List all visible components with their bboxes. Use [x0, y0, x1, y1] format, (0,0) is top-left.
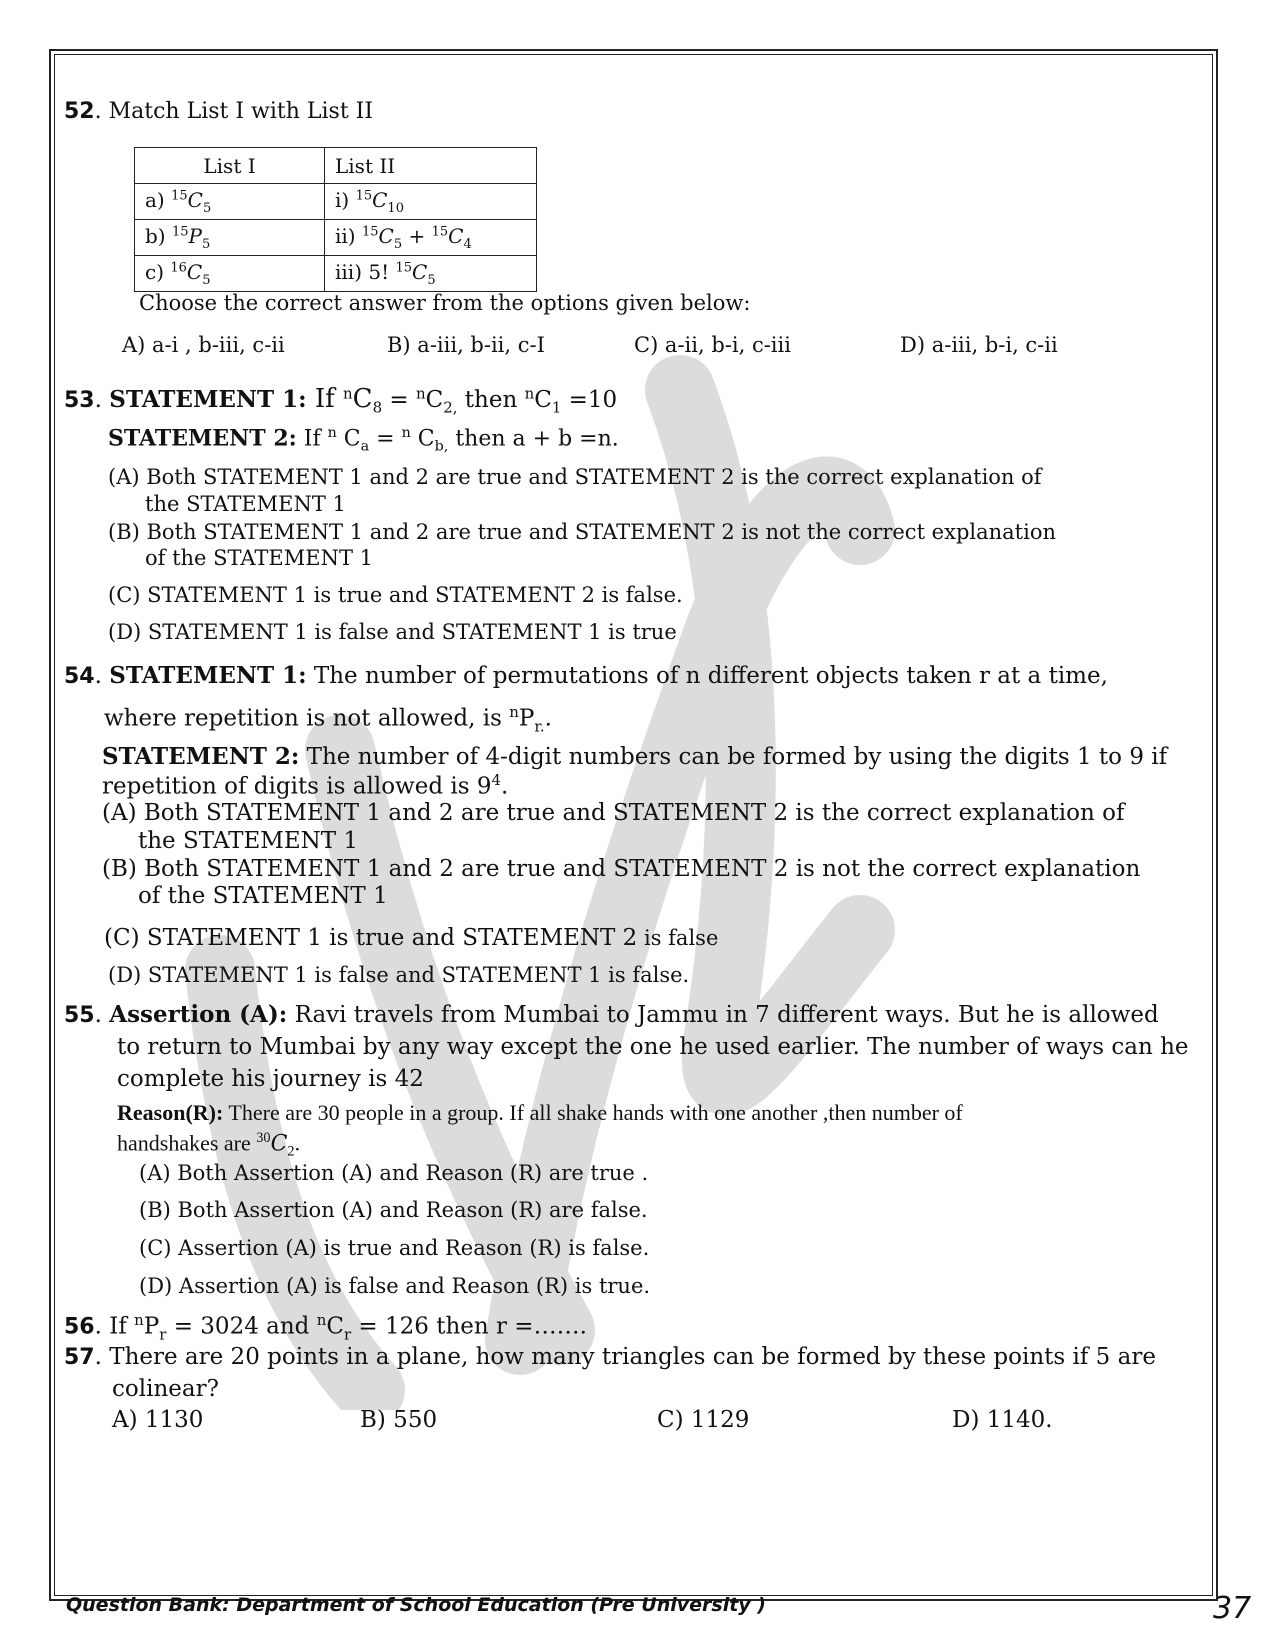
- table-cell: c) $^{16}C_5$: [135, 256, 325, 292]
- table-cell: b) $^{15}P_5$: [135, 220, 325, 256]
- q54-option-a: (A) Both STATEMENT 1 and 2 are true and STATEMENT 2 is the correct explanation of: [102, 800, 1125, 826]
- table-header-cell: List I: [135, 148, 325, 184]
- q54-statement-1-cont: where repetition is not allowed, is $^nP_{r.}$.: [104, 703, 552, 736]
- q52-option-a: A) a-i , b-iii, c-ii: [122, 333, 285, 357]
- q54-statement-2: STATEMENT 2: The number of 4-digit numbers can be formed by using the digits 1 to 9 if: [102, 743, 1168, 770]
- q53-option-b-cont: of the STATEMENT 1: [145, 546, 374, 570]
- q53-option-d: (D) STATEMENT 1 is false and STATEMENT 1 is true: [108, 620, 677, 644]
- q57-question: 57. There are 20 points in a plane, how many triangles can be formed by these points if 5 are: [64, 1344, 1156, 1370]
- q53-option-c: (C) STATEMENT 1 is true and STATEMENT 2 is false.: [108, 583, 683, 607]
- q55-assertion-cont: complete his journey is 42: [117, 1066, 424, 1092]
- table-cell: iii) 5! $^{15}C_5$: [325, 256, 537, 292]
- q57-question-cont: colinear?: [112, 1376, 219, 1402]
- q55-option-a: (A) Both Assertion (A) and Reason (R) are true .: [139, 1161, 649, 1185]
- q55-reason-cont: handshakes are $^{30}C_2$.: [117, 1130, 301, 1160]
- q53-option-a-cont: the STATEMENT 1: [145, 492, 346, 516]
- q55-assertion-cont: to return to Mumbai by any way except the one he used earlier. The number of ways can he: [117, 1034, 1189, 1060]
- q52-stem: 52. Match List I with List II: [64, 99, 374, 124]
- q54-option-a-cont: the STATEMENT 1: [138, 828, 359, 854]
- q54-option-c: (C) STATEMENT 1 is true and STATEMENT 2 is false: [104, 925, 719, 951]
- q53-option-a: (A) Both STATEMENT 1 and 2 are true and STATEMENT 2 is the correct explanation of: [108, 465, 1042, 489]
- table-header-cell: List II: [325, 148, 537, 184]
- q54-option-b: (B) Both STATEMENT 1 and 2 are true and STATEMENT 2 is not the correct explanation: [102, 856, 1141, 882]
- q52-option-c: C) a-ii, b-i, c-iii: [634, 333, 791, 357]
- q55-option-c: (C) Assertion (A) is true and Reason (R) is false.: [139, 1236, 650, 1260]
- table-row: [135, 256, 537, 292]
- q57-option-d: D) 1140.: [952, 1407, 1053, 1433]
- table-cell: i) $^{15}C_{10}$: [325, 184, 537, 220]
- q52-option-b: B) a-iii, b-ii, c-I: [387, 333, 545, 357]
- q52-instruction: Choose the correct answer from the options given below:: [139, 291, 751, 315]
- table-header-row: [135, 148, 537, 184]
- q52-option-d: D) a-iii, b-i, c-ii: [900, 333, 1058, 357]
- q56-question: 56. If $^nP_r = 3024$ and $^nC_r = 126$ then r =…….: [64, 1311, 587, 1344]
- table-row: [135, 184, 537, 220]
- q57-option-c: C) 1129: [657, 1407, 750, 1433]
- q53-statement-1: 53. STATEMENT 1: If $^nC_8 = ^nC_{2,}$ then $^nC_1 =10$: [64, 384, 618, 417]
- q54-option-b-cont: of the STATEMENT 1: [138, 883, 388, 909]
- table-cell: ii) $^{15}C_5 + ^{15}C_4$: [325, 220, 537, 256]
- table-cell: a) $^{15}C_5$: [135, 184, 325, 220]
- footer-text: Question Bank: Department of School Education (Pre University ): [66, 1594, 766, 1616]
- q55-reason: Reason(R): There are 30 people in a group. If all shake hands with one another ,then number of: [117, 1100, 963, 1125]
- table-row: [135, 220, 537, 256]
- match-table: [134, 147, 537, 292]
- q55-assertion: 55. Assertion (A): Ravi travels from Mumbai to Jammu in 7 different ways. But he is allowed: [64, 1001, 1159, 1028]
- q54-option-d: (D) STATEMENT 1 is false and STATEMENT 1 is false.: [108, 963, 690, 987]
- q55-option-d: (D) Assertion (A) is false and Reason (R) is true.: [139, 1274, 651, 1298]
- q53-option-b: (B) Both STATEMENT 1 and 2 are true and STATEMENT 2 is not the correct explanation: [108, 520, 1057, 544]
- q57-option-b: B) 550: [360, 1407, 438, 1433]
- page-number: 37: [1213, 1591, 1252, 1626]
- q55-option-b: (B) Both Assertion (A) and Reason (R) are false.: [139, 1198, 648, 1222]
- q53-statement-2: STATEMENT 2: If $^n$ $C_a = ^n$ $C_{b,}$ then a + b =n.: [108, 425, 619, 455]
- q54-statement-1: 54. STATEMENT 1: The number of permutations of n different objects taken r at a time,: [64, 662, 1108, 689]
- q57-option-a: A) 1130: [112, 1407, 204, 1433]
- q54-statement-2-cont: repetition of digits is allowed is $9^4$.: [102, 771, 509, 800]
